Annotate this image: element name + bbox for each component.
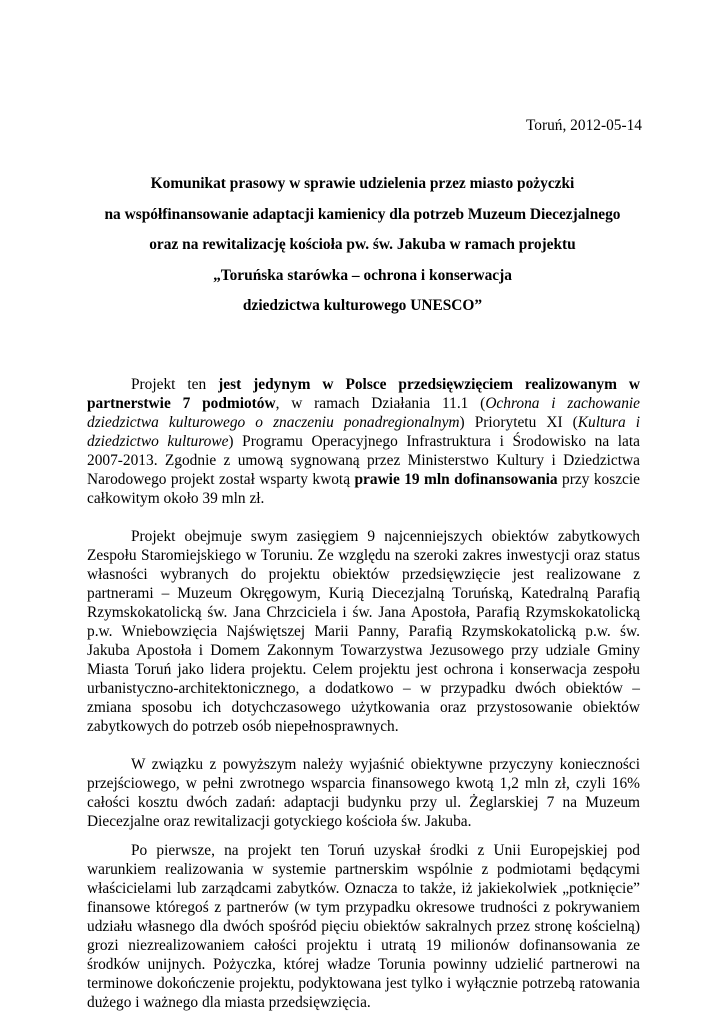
p1-text-4: ) Programu Operacyjnego Infrastruktura i Środowisko na lata 2007-2013. Zgodnie z umową sygnowaną przez Ministerstwo Kultury i Dziedzictwa Narodowego projekt został wsparty kwotą xyxy=(87,433,640,488)
p1-italic-2: Kultura i dziedzictwo kulturowe xyxy=(87,414,640,450)
p1-bold-2: prawie 19 mln dofinansowania xyxy=(354,471,558,488)
paragraph-1 xyxy=(87,375,640,508)
title-line-1: Komunikat prasowy w sprawie udzielenia przez miasto pożyczki xyxy=(150,175,575,192)
title-line-5: dziedzictwa kulturowego UNESCO” xyxy=(242,297,483,315)
title-line-3: oraz na rewitalizację kościoła pw. św. Jakuba w ramach projektu xyxy=(149,236,576,254)
p1-bold-1: jest jedynym w Polsce przedsięwzięciem realizowanym w partnerstwie 7 podmiotów xyxy=(87,376,640,412)
p1-text-1: Projekt ten xyxy=(131,376,219,393)
paragraph-3: W związku z powyższym należy wyjaśnić obiektywne przyczyny konieczności przejściowego, w pełni zwrotnego wsparcia finansowego kwotą 1,2 mln zł, czyli 16% całości kosztu dwóch zadań: adaptacji budynku przy ul. Żeglarskiej 7 na Muzeum Diecezjalne oraz rewitalizacji gotyckiego kościoła św. Jakuba. xyxy=(87,756,640,830)
document-date: Toruń, 2012-05-14 xyxy=(525,117,642,134)
p1-text-3: ) Priorytetu XI ( xyxy=(459,414,578,431)
paragraph-4: Po pierwsze, na projekt ten Toruń uzyskał środki z Unii Europejskiej pod warunkiem realizowania w systemie partnerskim wspólnie z podmiotami będącymi właścicielami lub zarządcami zabytków. Oznacza to także, iż jakiekolwiek „potknięcie” finansowe któregoś z partnerów (w tym przypadku okresowe trudności z pokrywaniem udziału własnego dla dwóch spośród pięciu obiektów sakralnych przez stronę kościelną) grozi niezrealizowaniem całości projektu i utratą 19 milionów dofinansowania ze środków unijnych. Pożyczka, której władze Torunia powinny udzielić partnerowi na terminowe dokończenie projektu, podyktowana jest tylko i wyłącznie potrzebą ratowania dużego i ważnego dla miasta przedsięwzięcia. xyxy=(87,842,640,1011)
document-body xyxy=(87,375,640,1031)
title-line-4: „Toruńska starówka – ochrona i konserwacja xyxy=(213,266,512,284)
p1-text-2: , w ramach Działania 11.1 ( xyxy=(275,395,486,412)
p1-text-5: przy koszcie całkowitym około 39 mln zł. xyxy=(87,471,640,507)
paragraph-2: Projekt obejmuje swym zasięgiem 9 najcenniejszych obiektów zabytkowych Zespołu Staromiejskiego w Toruniu. Ze względu na szeroki zakres inwestycji oraz status własności wybranych do projektu obiektów przedsięwzięcie jest realizowane z partnerami – Muzeum Okręgowym, Kurią Diecezjalną Toruńską, Katedralną Parafią Rzymskokatolicką św. Jana Chrzciciela i św. Jana Apostoła, Parafią Rzymskokatolicką p.w. Wniebowzięcia Najświętszej Marii Panny, Parafią Rzymskokatolicką p.w. św. Jakuba Apostoła i Domem Zakonnym Towarzystwa Jezusowego przy udziale Gminy Miasta Toruń jako lidera projektu. Celem projektu jest ochrona i konserwacja zespołu urbanistyczno-architektonicznego, a dodatkowo – w przypadku dwóch obiektów – zmiana sposobu ich dotychczasowego użytkowania oraz przystosowanie obiektów zabytkowych do potrzeb osób niepełnosprawnych. xyxy=(87,528,640,735)
title-line-2: na współfinansowanie adaptacji kamienicy dla potrzeb Muzeum Diecezjalnego xyxy=(104,205,621,223)
document-title xyxy=(60,174,665,327)
p1-italic-1: Ochrona i zachowanie dziedzictwa kulturowego o znaczeniu ponadregionalnym xyxy=(87,395,641,431)
